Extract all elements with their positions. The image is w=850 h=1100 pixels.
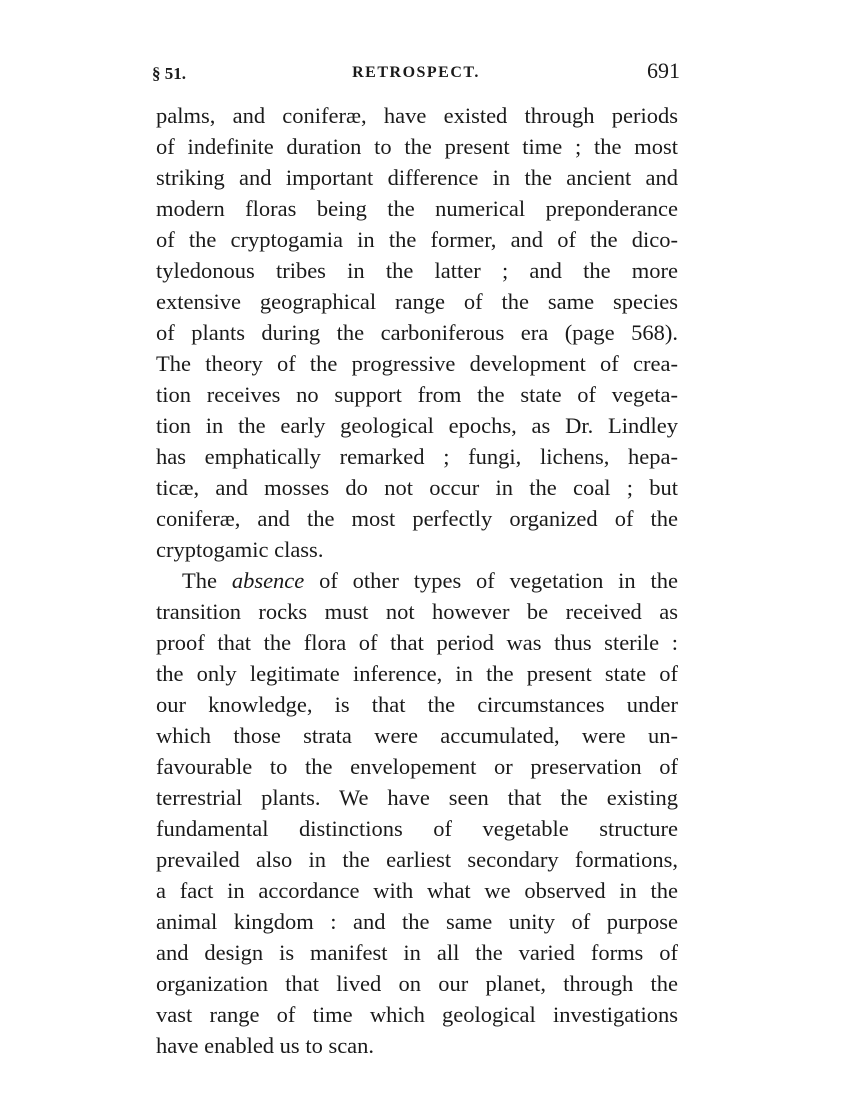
emphasis-word: absence [231, 568, 305, 593]
paragraph-1 [156, 100, 678, 565]
text-line: which those strata were accumulated, were un- [156, 723, 678, 748]
text-line: vast range of time which geological investigations [156, 1002, 678, 1027]
running-head [152, 58, 680, 90]
text-line: extensive geographical range of the same species [156, 289, 678, 314]
text-line: of indefinite duration to the present time ; the most [156, 134, 678, 159]
text-line: organization that lived on our planet, through the [156, 971, 678, 996]
text-line: of the cryptogamia in the former, and of the dico- [156, 227, 678, 252]
text-line: favourable to the envelopement or preservation of [156, 754, 678, 779]
text-line: tion receives no support from the state of vegeta- [156, 382, 678, 407]
text-line: the only legitimate inference, in the present state of [156, 661, 678, 686]
text-line: tion in the early geological epochs, as Dr. Lindley [156, 413, 678, 438]
text-run: The [182, 568, 232, 593]
text-line: coniferæ, and the most perfectly organized of the [156, 506, 678, 531]
body-text [156, 100, 678, 1061]
page-number: 691 [647, 58, 680, 83]
paragraph-2 [156, 565, 678, 1061]
text-line: of plants during the carboniferous era (page 568). [156, 320, 678, 345]
text-line: prevailed also in the earliest secondary formations, [156, 847, 678, 872]
text-line: striking and important difference in the ancient and [156, 165, 678, 190]
text-line: has emphatically remarked ; fungi, lichens, hepa- [156, 444, 678, 469]
text-line: modern floras being the numerical preponderance [156, 196, 678, 221]
text-line: our knowledge, is that the circumstances under [156, 692, 678, 717]
text-line: and design is manifest in all the varied forms of [156, 940, 678, 965]
text-line: cryptogamic class. [156, 537, 324, 562]
section-number: § 51. [152, 64, 186, 83]
text-line: transition rocks must not however be received as [156, 599, 678, 624]
text-line-first [156, 565, 678, 596]
text-line: fundamental distinctions of vegetable structure [156, 816, 678, 841]
text-line: The theory of the progressive development of crea- [156, 351, 678, 376]
text-line: proof that the flora of that period was thus sterile : [156, 630, 678, 655]
text-line: palms, and coniferæ, have existed through periods [156, 103, 678, 128]
text-line: have enabled us to scan. [156, 1033, 375, 1058]
text-run: of other types of vegetation in the [304, 568, 678, 593]
text-line: ticæ, and mosses do not occur in the coal ; but [156, 475, 678, 500]
text-line: tyledonous tribes in the latter ; and the more [156, 258, 678, 283]
text-line: animal kingdom : and the same unity of purpose [156, 909, 678, 934]
text-line: a fact in accordance with what we observed in the [156, 878, 678, 903]
text-line: terrestrial plants. We have seen that the existing [156, 785, 678, 810]
running-title: RETROSPECT. [352, 64, 480, 81]
